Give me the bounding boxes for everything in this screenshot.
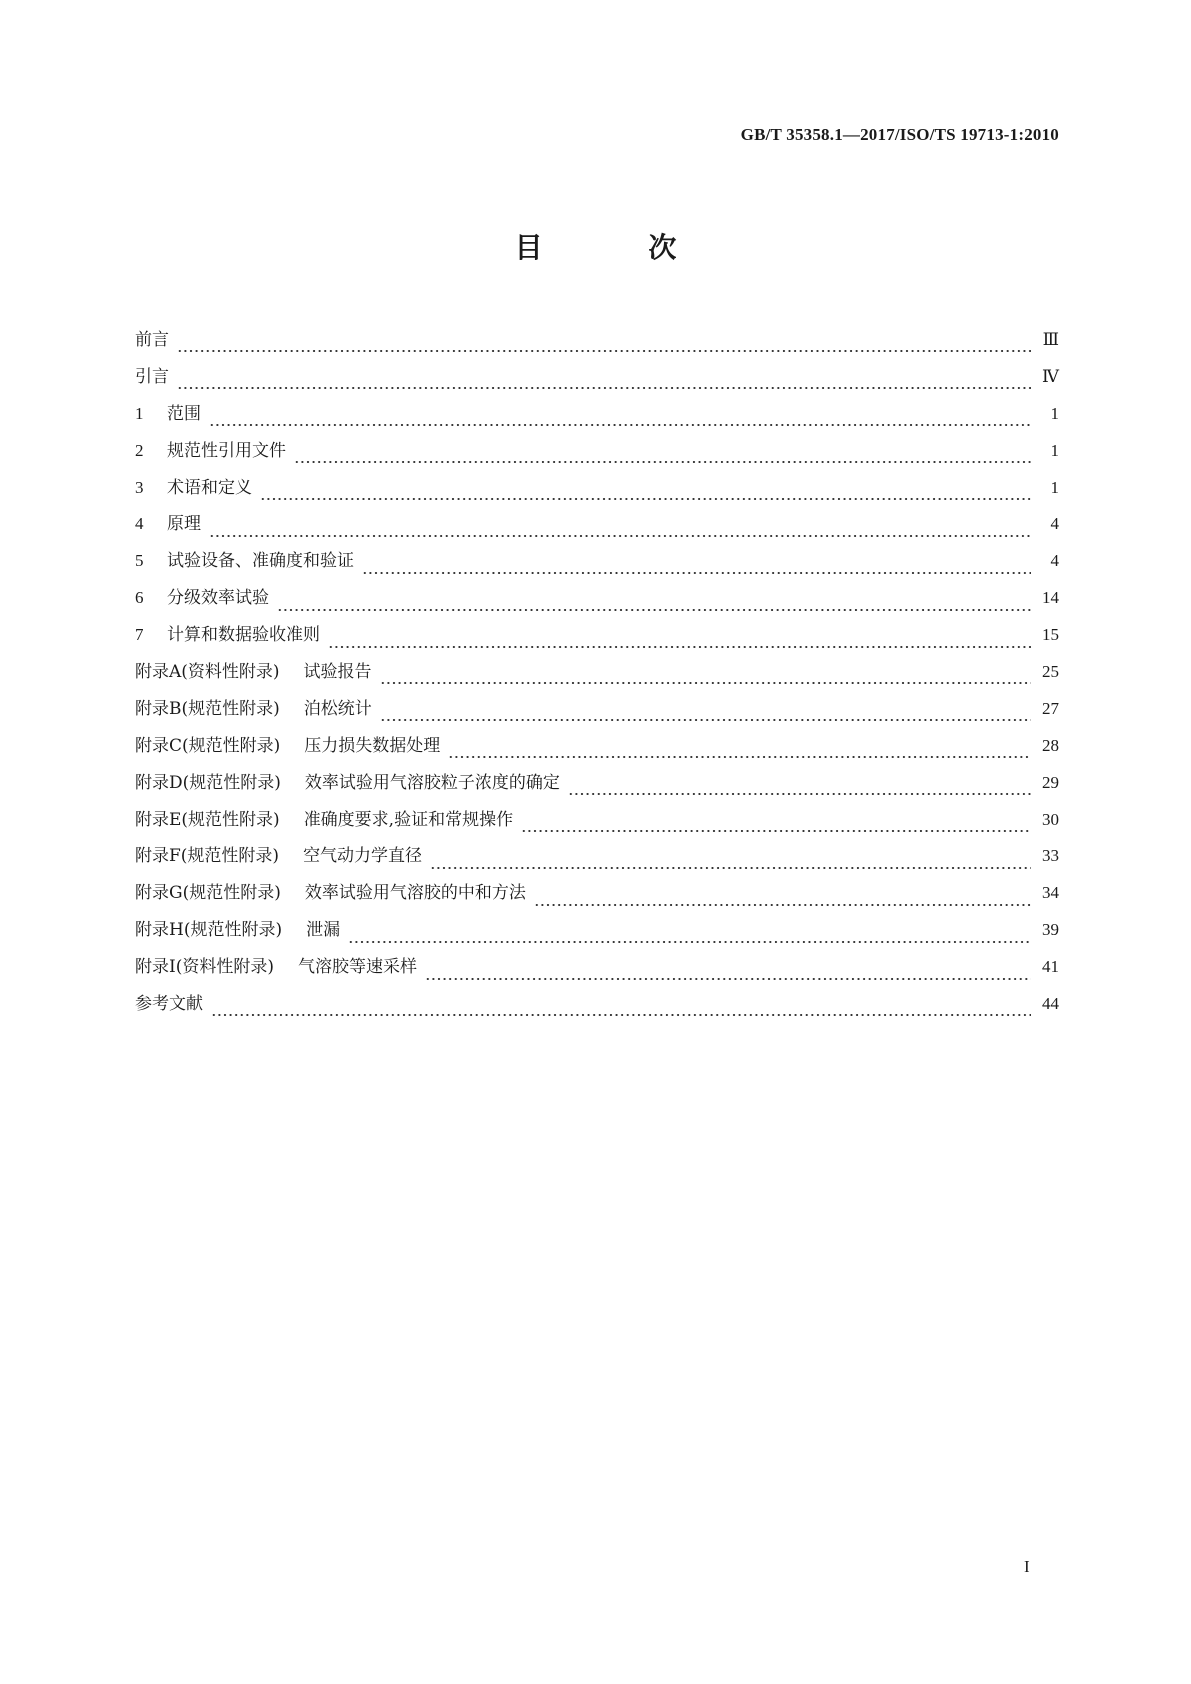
toc-entry-title: 压力损失数据处理 bbox=[304, 735, 441, 756]
toc-dot-leader bbox=[177, 376, 1031, 390]
toc-entry-appendix-label: 附录D(规范性附录) bbox=[135, 772, 281, 793]
toc-entry-number: 5 bbox=[135, 551, 144, 571]
toc-entry-number: 7 bbox=[135, 625, 144, 645]
toc-dot-leader bbox=[521, 819, 1031, 833]
toc-entry-page: 15 bbox=[1042, 625, 1059, 645]
toc-dot-leader bbox=[177, 339, 1031, 353]
toc-entry[interactable] bbox=[135, 697, 1059, 734]
page-title: 目 次 bbox=[514, 231, 725, 264]
toc-entry[interactable] bbox=[135, 402, 1059, 439]
toc-entry-title: 前言 bbox=[135, 330, 169, 350]
toc-entry-appendix-label: 附录C(规范性附录) bbox=[135, 735, 281, 756]
toc-dot-leader bbox=[328, 635, 1031, 649]
toc-entry-title: 泄漏 bbox=[306, 920, 341, 941]
toc-entry-title: 准确度要求,验证和常规操作 bbox=[303, 809, 514, 830]
toc-entry[interactable] bbox=[135, 328, 1059, 365]
toc-entry-appendix-label: 附录F(规范性附录) bbox=[135, 846, 280, 867]
toc-dot-leader bbox=[568, 782, 1031, 796]
toc-entry[interactable] bbox=[135, 512, 1059, 549]
toc-entry-title: 分级效率试验 bbox=[167, 588, 269, 609]
toc-entry[interactable] bbox=[135, 476, 1059, 513]
toc-entry-number: 1 bbox=[135, 403, 144, 423]
toc-entry-page: 1 bbox=[1050, 477, 1059, 497]
toc-entry-page: 14 bbox=[1042, 588, 1059, 608]
toc-entry[interactable] bbox=[135, 586, 1059, 623]
toc-entry-appendix-label: 附录A(资料性附录) bbox=[135, 662, 280, 683]
toc-entry-number: 4 bbox=[135, 514, 144, 534]
toc-dot-leader bbox=[348, 930, 1031, 944]
toc-entry-title: 泊松统计 bbox=[303, 698, 372, 719]
toc-dot-leader bbox=[425, 967, 1031, 981]
toc-entry-title: 范围 bbox=[167, 403, 201, 424]
toc-entry-page: 4 bbox=[1050, 514, 1059, 534]
toc-entry-page: 39 bbox=[1042, 920, 1059, 940]
toc-entry-title: 效率试验用气溶胶粒子浓度的确定 bbox=[304, 772, 560, 793]
toc-entry-title: 术语和定义 bbox=[167, 477, 252, 498]
toc-entry-page: Ⅳ bbox=[1042, 366, 1059, 386]
toc-entry-page: 27 bbox=[1042, 698, 1059, 718]
toc-dot-leader bbox=[380, 671, 1031, 685]
toc-entry-page: 25 bbox=[1042, 662, 1059, 682]
toc-dot-leader bbox=[362, 561, 1031, 575]
toc-entry-page: 34 bbox=[1042, 883, 1059, 903]
page-number: I bbox=[1024, 1557, 1030, 1576]
toc-dot-leader bbox=[211, 1003, 1031, 1017]
toc-entry-number: 3 bbox=[135, 477, 144, 497]
toc-entry-page: 29 bbox=[1042, 772, 1059, 792]
toc-entry-appendix-label: 附录B(规范性附录) bbox=[135, 698, 280, 719]
toc-entry[interactable] bbox=[135, 734, 1059, 771]
toc-entry[interactable] bbox=[135, 549, 1059, 586]
toc-entry-page: 33 bbox=[1042, 846, 1059, 866]
toc-dot-leader bbox=[448, 745, 1031, 759]
toc-dot-leader bbox=[209, 413, 1031, 427]
toc-dot-leader bbox=[294, 450, 1031, 464]
toc-entry-page: 1 bbox=[1050, 403, 1059, 423]
toc-entry[interactable] bbox=[135, 955, 1059, 992]
toc-entry[interactable] bbox=[135, 844, 1059, 881]
toc-entry-number: 6 bbox=[135, 588, 144, 608]
toc-entry-title: 空气动力学直径 bbox=[303, 846, 423, 867]
table-of-contents bbox=[135, 328, 1059, 1029]
toc-entry-number: 2 bbox=[135, 440, 144, 460]
toc-entry[interactable] bbox=[135, 660, 1059, 697]
toc-entry-title: 试验报告 bbox=[303, 662, 372, 683]
toc-entry-page: Ⅲ bbox=[1042, 330, 1059, 349]
toc-entry-appendix-label: 附录E(规范性附录) bbox=[135, 809, 280, 830]
toc-entry[interactable] bbox=[135, 365, 1059, 402]
toc-entry-title: 原理 bbox=[167, 514, 201, 535]
toc-dot-leader bbox=[277, 598, 1031, 612]
toc-dot-leader bbox=[209, 524, 1031, 538]
toc-entry-appendix-label: 附录G(规范性附录) bbox=[135, 883, 281, 904]
toc-entry[interactable] bbox=[135, 918, 1059, 955]
toc-dot-leader bbox=[260, 487, 1031, 501]
toc-entry[interactable] bbox=[135, 439, 1059, 476]
toc-entry[interactable] bbox=[135, 808, 1059, 845]
toc-entry-page: 41 bbox=[1042, 957, 1059, 977]
toc-entry-title: 引言 bbox=[135, 366, 169, 387]
toc-entry-page: 30 bbox=[1042, 809, 1059, 829]
toc-entry-title: 计算和数据验收准则 bbox=[167, 625, 320, 646]
toc-entry[interactable] bbox=[135, 992, 1059, 1029]
toc-entry-appendix-label: 附录H(规范性附录) bbox=[135, 920, 283, 941]
toc-dot-leader bbox=[380, 708, 1031, 722]
standard-code: GB/T 35358.1—2017/ISO/TS 19713-1:2010 bbox=[740, 125, 1059, 144]
toc-entry-page: 28 bbox=[1042, 735, 1059, 755]
toc-entry-title: 效率试验用气溶胶的中和方法 bbox=[304, 883, 526, 904]
toc-entry-title: 规范性引用文件 bbox=[167, 440, 286, 461]
standard-code-header bbox=[741, 125, 1059, 145]
toc-entry-page: 4 bbox=[1050, 551, 1059, 571]
toc-dot-leader bbox=[430, 856, 1031, 870]
toc-entry[interactable] bbox=[135, 881, 1059, 918]
toc-entry[interactable] bbox=[135, 623, 1059, 660]
toc-entry-title: 气溶胶等速采样 bbox=[297, 957, 417, 978]
toc-entry-title: 试验设备、准确度和验证 bbox=[167, 551, 354, 572]
toc-dot-leader bbox=[534, 893, 1031, 907]
toc-entry-page: 44 bbox=[1042, 994, 1059, 1014]
toc-entry-appendix-label: 附录I(资料性附录) bbox=[135, 957, 274, 978]
toc-entry[interactable] bbox=[135, 771, 1059, 808]
toc-entry-page: 1 bbox=[1050, 440, 1059, 460]
toc-entry-title: 参考文献 bbox=[135, 994, 203, 1015]
